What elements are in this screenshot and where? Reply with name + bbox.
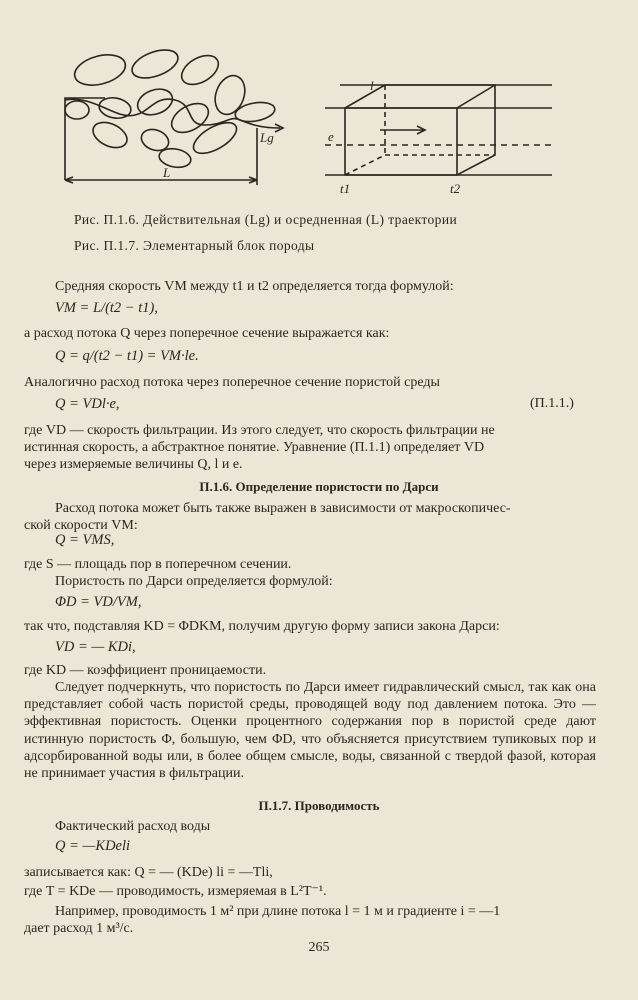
s2-text-p3: где T = KDe — проводимость, измеряемая в L²T⁻¹. bbox=[24, 884, 327, 899]
s1-text-p1-line2: ской скорости VM: bbox=[24, 518, 138, 533]
s1-text-p1-line1: Расход потока может быть также выражен в зависимости от макроскопичес- bbox=[55, 501, 511, 516]
text-p3: Аналогично расход потока через поперечное сечение пористой среды bbox=[24, 375, 440, 390]
figure-block bbox=[320, 65, 560, 200]
equation-q: Q = q/(t2 − t1) = VM·le. bbox=[55, 348, 199, 364]
label-t1: t1 bbox=[340, 181, 351, 196]
text-p1: Средняя скорость VM между t1 и t2 определяется тогда формулой: bbox=[55, 279, 454, 294]
grain bbox=[65, 101, 89, 119]
section-title-darcy: П.1.6. Определение пористости по Дарси bbox=[199, 479, 439, 494]
text-p4-line2: истинная скорость, а абстрактное понятие. Уравнение (П.1.1) определяет VD bbox=[24, 440, 485, 455]
text-p4-line3: через измеряемые величины Q, l и e. bbox=[24, 457, 243, 472]
equation-number: (П.1.1.) bbox=[530, 396, 574, 411]
s2-text-p2: записывается как: Q = — (KDe) li = —Tli, bbox=[24, 865, 273, 880]
equation-darcy: Q = VDl·e, bbox=[55, 396, 120, 412]
s1-text-p5: где KD — коэффициент проницаемости. bbox=[24, 663, 267, 678]
s1-equation-phi: ΦD = VD/VM, bbox=[55, 594, 142, 610]
s1-text-p6: Следует подчеркнуть, что пористость по Дарси имеет гидравлический смысл, так как она представляет собой часть пористой среды, проводящей воду под давлением потока. Это — эффективная пористость. Оценки процентного содержания пор в пористой среде дают истинную пористость Φ, большую, чем ΦD, что объясняется присутствием тупиковых пор и адсорбированной воды или, в более общем смысле, воды, связанной с твердой фазой, которая не принимает участия в фильтрации. bbox=[24, 680, 596, 782]
label-t2: t2 bbox=[450, 181, 461, 196]
equation-vm: VM = L/(t2 − t1), bbox=[55, 300, 158, 316]
s1-equation-q: Q = VMS, bbox=[55, 532, 115, 548]
label-lg: Lg bbox=[260, 130, 274, 145]
s2-text-p4-line1: Например, проводимость 1 м² при длине потока l = 1 м и градиенте i = —1 bbox=[55, 904, 501, 919]
text-p4-line1: где VD — скорость фильтрации. Из этого следует, что скорость фильтрации не bbox=[24, 423, 495, 438]
grain bbox=[177, 50, 224, 91]
grain bbox=[98, 95, 133, 120]
s1-text-p2: где S — площадь пор в поперечном сечении. bbox=[24, 557, 292, 572]
s1-text-p3: Пористость по Дарси определяется формулой: bbox=[55, 574, 333, 589]
s1-text-p4: так что, подставляя KD = ΦDKM, получим другую форму записи закона Дарси: bbox=[24, 619, 500, 634]
boundary-line bbox=[65, 98, 105, 180]
label-e: e bbox=[328, 129, 334, 144]
label-l-small: l bbox=[370, 78, 374, 93]
label-l: L bbox=[163, 165, 171, 180]
grain bbox=[89, 117, 131, 152]
grain bbox=[210, 71, 250, 118]
page-number: 265 bbox=[308, 940, 330, 955]
grain bbox=[128, 45, 181, 84]
s2-equation-q: Q = —KDeli bbox=[55, 838, 131, 854]
grain bbox=[167, 98, 214, 139]
s2-text-p1: Фактический расход воды bbox=[55, 819, 211, 834]
figure-trajectory bbox=[55, 40, 295, 210]
text-p2: а расход потока Q через поперечное сечение выражается как: bbox=[24, 326, 390, 341]
grain bbox=[134, 85, 176, 120]
caption-fig2: Рис. П.1.7. Элементарный блок породы bbox=[74, 238, 315, 253]
s2-text-p4-line2: дает расход 1 м³/с. bbox=[24, 921, 134, 936]
section-title-conductivity: П.1.7. Проводимость bbox=[258, 798, 380, 813]
s1-equation-vd: VD = — KDi, bbox=[55, 639, 136, 655]
grain bbox=[71, 50, 128, 91]
caption-fig1: Рис. П.1.6. Действительная (Lg) и осредненная (L) траектории bbox=[74, 212, 458, 227]
